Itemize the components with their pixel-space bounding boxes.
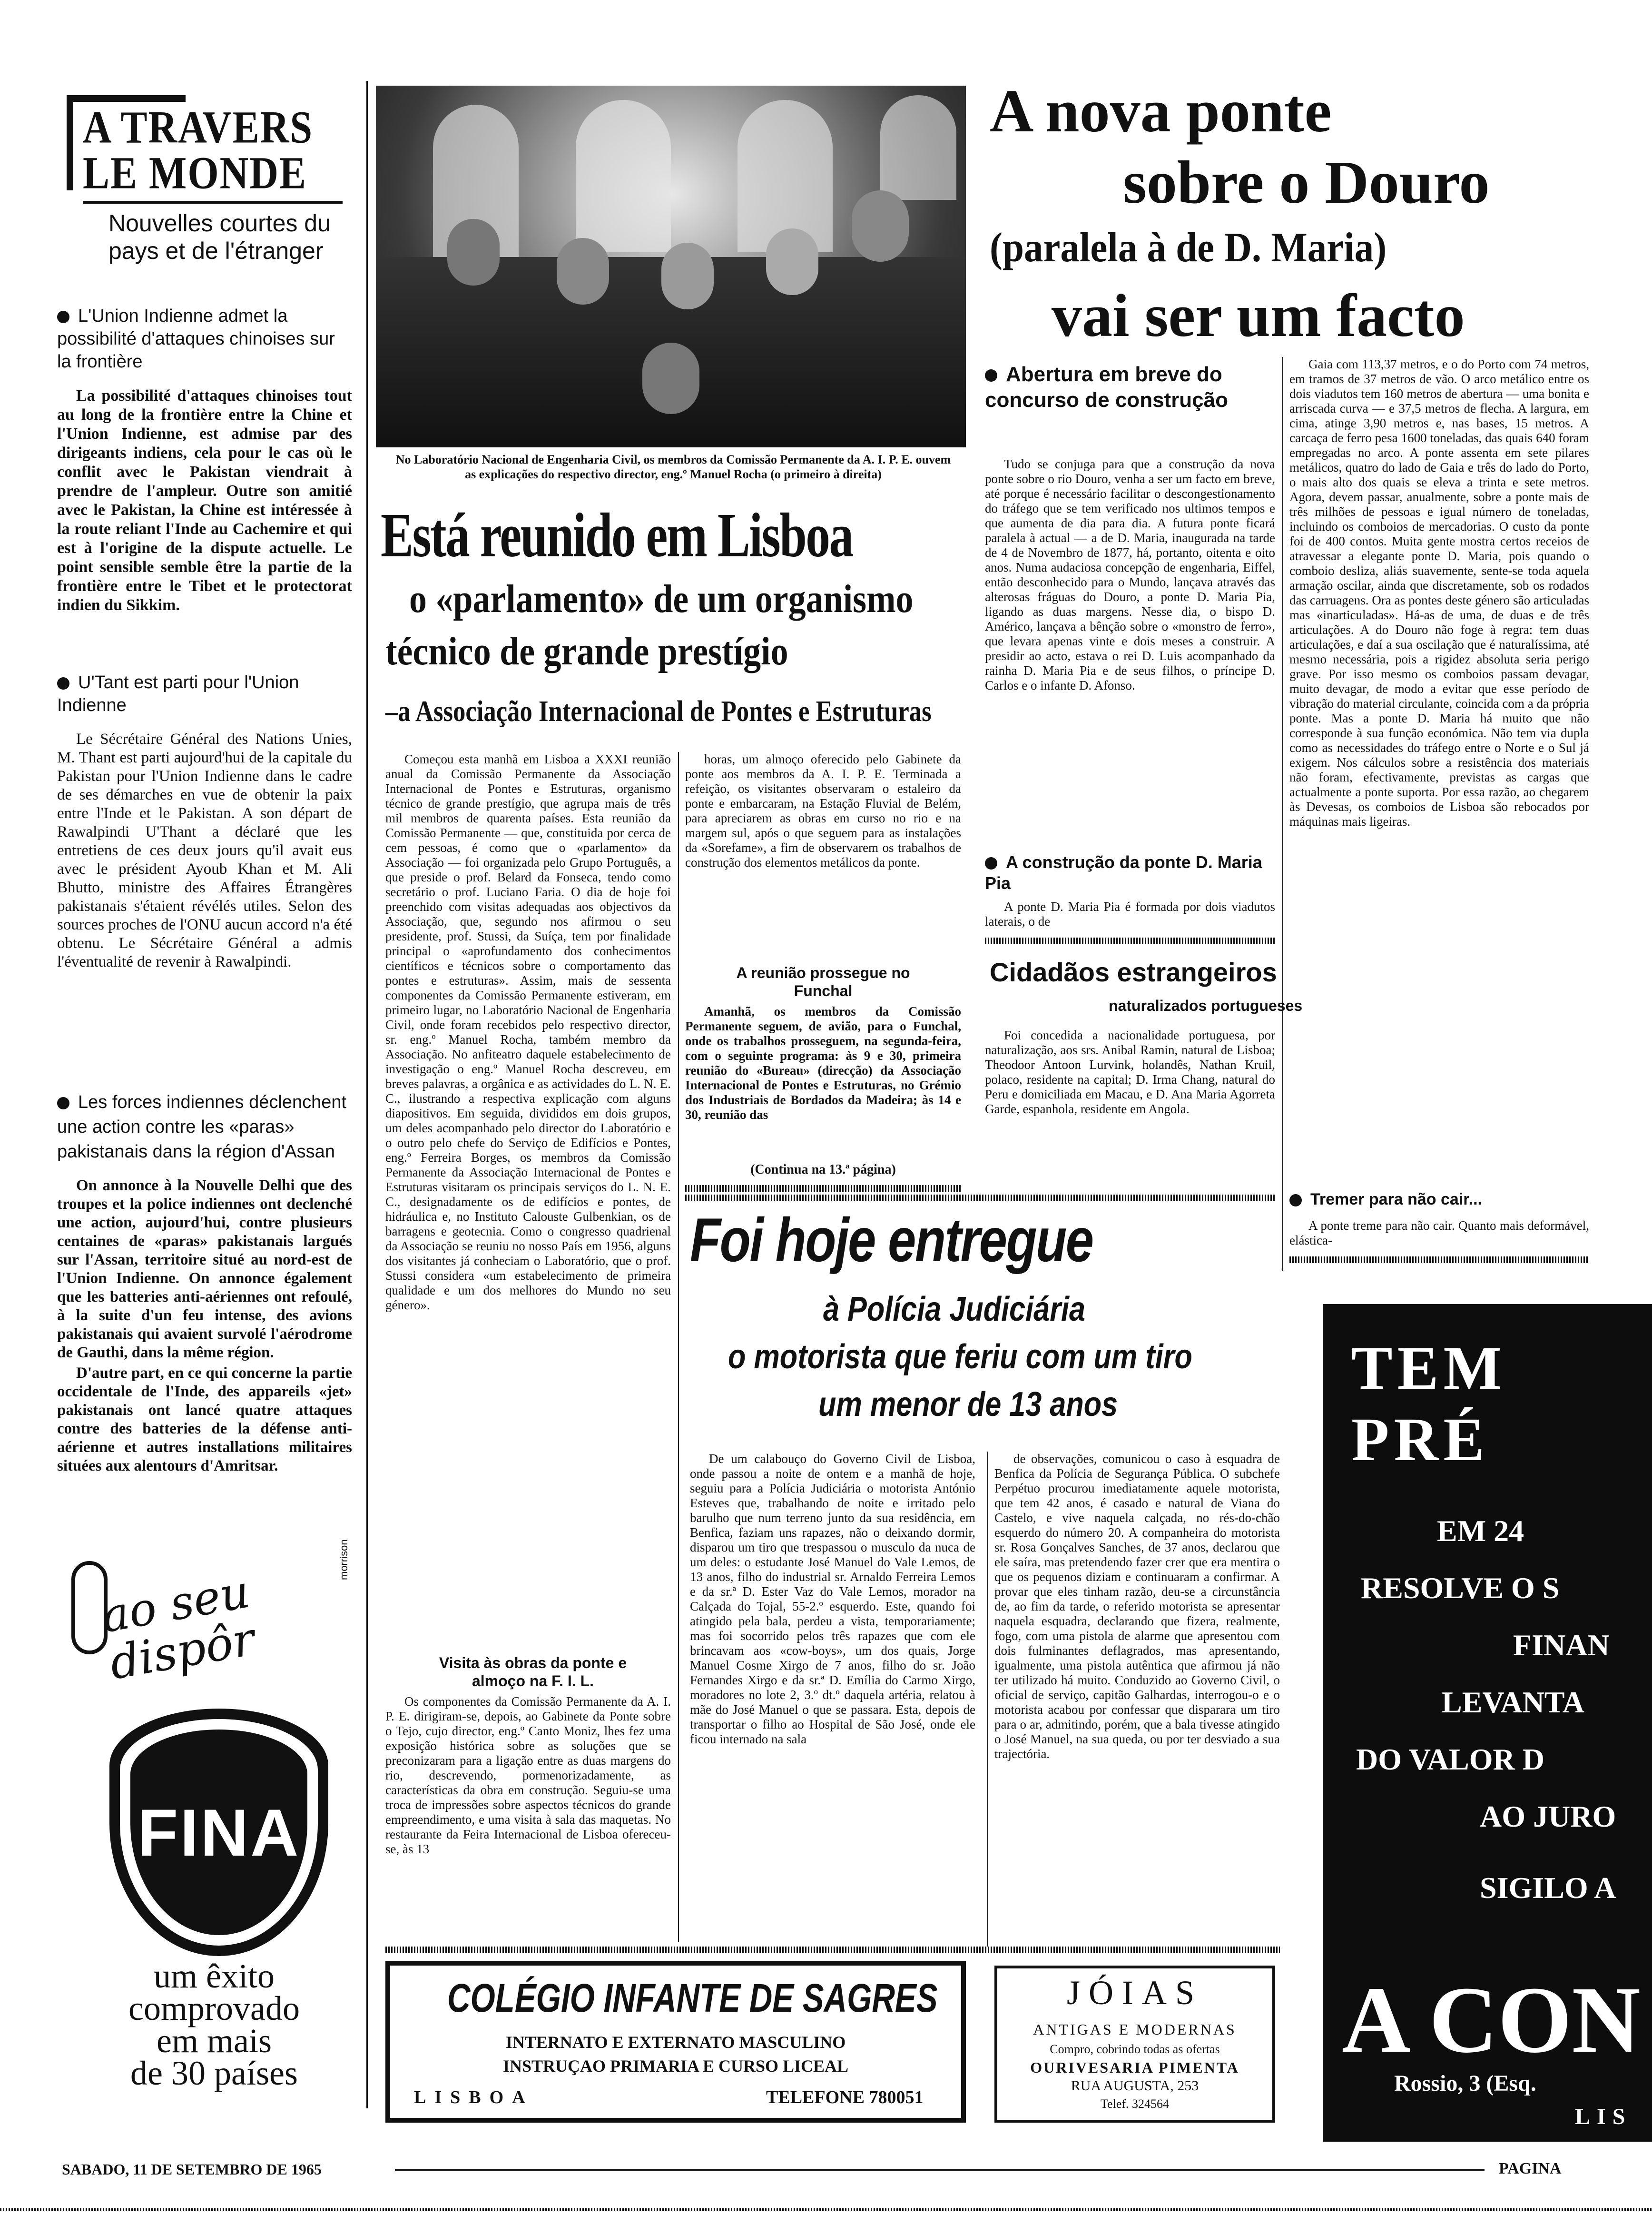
left-item-3-body-2: D'autre part, en ce qui concerne la partie occidentale de l'Inde, des appareils «jet» pakistanais ont lancé quatre attaques contre des batteries de la défense anti-aérienne et autres installations militaires situées aux alentours d'Amritsar. [57,1364,352,1474]
joias-line-5: Telef. 324564 [1100,2097,1170,2111]
credit-ad-line-9: SIGILO A [1480,1871,1616,1905]
credit-ad-footer [1323,1970,1652,2142]
fina-artist: morrison [338,1539,350,1580]
fina-tagline-1: um êxito [154,1957,275,1995]
left-item-1 [57,305,352,615]
column-rule-left [366,81,368,2108]
credit-ad-line-7: DO VALOR D [1356,1742,1544,1776]
cidadaos-headline: Cidadãos estrangeiros [990,957,1277,987]
news-photo [376,86,966,447]
credit-ad-line-3: EM 24 [1437,1514,1524,1548]
lisboa-col-1: Começou esta manhã em Lisboa a XXXI reunião anual da Comissão Permanente da Associação Internacional de Pontes e Estruturas, organismo técnico de grande prestígio, que agrupa mais de três mil membros de quarenta países. Esta reunião da Comissão Permanente — que, constituida por cerca de cem pessoas, é como que o «parlamento» da Associação — foi organizada pelo Grupo Português, a que preside o prof. Belard da Fonseca, tendo como secretário o prof. Luciano Faria. O dia de hoje foi preenchido com visitas adequadas aos objectivos da Associação, que, segundo nos afirmou o seu presidente, prof. Stussi, da Suíça, tem por finalidade principal o «aprofundamento dos conhecimentos científicos e técnicos sobre o comportamento das pontes e estruturas». Assim, mais de sessenta componentes da Comissão Permanente estiveram, em primeiro lugar, no Laboratório Nacional de Engenharia Civil, onde foram recebidos pelo respectivo director, sr. eng.º Manuel Rocha, também membro da Associação. No anfiteatro daquele estabelecimento de investigação o eng.º Manuel Rocha descreveu, em breves palavras, a orgânica e as actividades do L. N. E. C., ilustrando a respectiva explicação com alguns diapositivos. Em seguida, divididos em dois grupos, um deles acompanhado pelo director do Laboratório e o outro pelo chefe do Serviço de Edifícios e Pontes, eng.º Ferreira Borges, os membros da Comissão Permanente da Associação Internacional de Pontes e Estruturas visitaram os principais serviços do L. N. E. C., designadamente os de edifícios e pontes, de hidráulica e, no Instituto Calouste Gulbenkian, os de barragens e geotecnia. Como o congresso quadrienal da Associação se reuniu no nosso País em 1956, alguns dos visitantes já conheciam o Laboratório, que o prof. Stussi considera «um estabelecimento de primeira qualidade e um dos melhores do Mundo no seu género». [385,752,671,1312]
credit-ad-line-6: LEVANTA [1442,1685,1584,1719]
section-title-line-2: LE MONDE [83,148,307,199]
left-item-3 [57,1090,352,1475]
footer-date: SABADO, 11 DE SETEMBRO DE 1965 [62,2161,322,2178]
joias-ad [994,1966,1275,2123]
joias-line-3: OURIVESARIA PIMENTA [1030,2059,1239,2076]
credit-ad-line-5: FINAN [1513,1628,1610,1662]
cidadaos-body: Foi concedida a nacionalidade portuguesa, por naturalização, aos srs. Anibal Ramin, natural de Lisboa; Theodoor Antoon Lurvink, holandês, Nathan Kruil, polaco, residente na capital; D. Irma Chang, natural do Peru e domiciliada em Macau, e D. Ana Maria Agorreta Garde, espanhola, residente em Angola. [985,1028,1275,1116]
ponte-title-2: sobre o Douro [1123,148,1490,216]
lisboa-col-1b: Os componentes da Comissão Permanente da A. I. P. E. dirigiram-se, depois, ao Gabinete da Ponte sobre o Tejo, cujo director, eng.º Canto Moniz, lhes fez uma exposição histórica sobre as soluções que se preconizaram para a ligação entre as duas margens do rio, descrevendo, pormenorizadamente, as características da obra em construção. Seguiu-se uma troca de impressões sobre aspectos técnicos do grande empreendimento, e uma visita à sala das maquetas. No restaurante da Feira Internacional de Lisboa ofereceu-se, às 13 [385,1694,671,1856]
rule-bottom-lisboa [385,1947,1280,1953]
joias-line-2: Compro, cobrindo todas as ofertas [1050,2042,1220,2056]
fina-logo [109,1709,328,1956]
fina-script: ao seu dispôr [97,1564,259,1690]
colegio-ad [385,1961,966,2123]
lisboa-sub-visit: Visita às obras da ponte e almoço na F. I. L. [439,1654,627,1690]
lisboa-deck-1: o «parlamento» de um organismo [409,577,914,621]
left-item-2-heading: U'Tant est parti pour l'Union Indienne [57,671,352,717]
credit-ad-line-2: PRÉ [1351,1405,1489,1474]
left-item-2-body: Le Sécrétaire Général des Nations Unies, M. Thant est parti aujourd'hui de la capitale du Pakistan pour l'Union Indienne dans le cadre de ses démarches en vue de obtenir la paix entre l'Inde et le Pakistan. A son départ de Rawalpindi U'Thant a déclaré que les entretiens de ces deux jours qu'il avait eus avec le président Ayoub Khan et M. Ali Bhutto, ministre des Affaires Étrangères pakistanais s'étaient révélés utiles. Selon des sources proches de l'ONU aucun accord n'a été obtenu. Le Sécrétaire Général a admis l'éventualité de revenir à Rawalpindi. [57,731,352,970]
left-item-2 [57,671,352,971]
ponte-col-2: Gaia com 113,37 metros, e o do Porto com 74 metros, em tramos de 37 metros de vão. O arco metálico entre os dois viadutos tem 160 metros de abertura — uma bonita e arriscada curva — e 37,5 metros de flecha. A largura, em cima, atinge 3,90 metros e, nas bases, 15 metros. A carcaça de ferro pesa 1600 toneladas, das quais 640 foram empregadas no arco. A ponte assenta em sete pilares metálicos, quatro do lado de Gaia e três do lado do Porto, o mais alto dos quais se eleva a trinta e sete metros. Agora, devem passar, anualmente, sobre a ponte mais de três milhões de pessoas e igual número de toneladas, incluindo os comboios de mercadorias. O custo da ponte foi de 400 contos. Muita gente mostra certos receios de atravessar a elegante ponte D. Maria, pois quando o comboio desliza, aliás suavemente, sente-se toda aquela armação oscilar, ainda que discretamente, sob os rodados das carruagens. Ora as pontes deste género são articuladas mas «inarticuladas». Há-as de uma, de duas e de três articulações. A do Douro não foge à regra: tem duas articulações, e daí a sua oscilação que é naturalíssima, até mesmo necessária, pois a rigidez absoluta seria perigo grave. Por isso mesmo os comboios passam devagar, muito devagar, de modo a evitar que esse período de vibração do material circulante, coincida com a da própria ponte. Mas a ponte D. Maria há muito que não corresponde à sua função económica. Não tem via dupla como as necessidades do tráfego entre o Norte e o Sul já exigem. Nos cálculos sobre a resistência dos materiais não foram, efectivamente, previstas as cargas que actualmente a ponte suporta. Por essa razão, ao chegarem às Devesas, os comboios de Lisboa são rebocados por máquinas mais ligeiras. [1289,357,1589,829]
column-rule-policia [987,1452,988,1947]
lisboa-col-2: horas, um almoço oferecido pelo Gabinete da ponte aos membros da A. I. P. E. Terminada a refeição, os visitantes observaram o estaleiro da ponte e embarcaram, na Estação Fluvial de Belém, para apreciarem as obras em curso no rio e na margem sul, após o que seguem para as instalações da «Sorefame», a fim de observarem os trabalhos de construção dos elementos metálicos da ponte. [685,752,961,870]
rule-ponte-2 [1289,1256,1589,1263]
footer-rule [395,2169,1485,2171]
joias-title: JÓIAS [1066,1974,1203,2012]
credit-ad-big: A CON [1342,1970,1641,2073]
credit-ad-line-1: TEM [1351,1334,1507,1403]
left-item-3-body: On annonce à la Nouvelle Delhi que des troupes et la police indiennes ont declenché une action, aujourd'hui, contre plusieurs centaines de «paras» pakistanais largués sur l'Assan, territoire situé au nord-est de l'Union Indienne. On annonce également que les batteries anti-aériennes ont refoulé, à la suite d'un feu intense, des avions pakistanais qui avaient survolé l'aérodrome de Gauthi, dans la même région. [57,1177,352,1361]
lisboa-col-2b: Amanhã, os membros da Comissão Permanente seguem, de avião, para o Funchal, onde os trabalhos prosseguem, na segunda-feira, com o seguinte programa: às 9 e 30, primeira reunião do «Bureau» (direcção) da Associação Internacional de Pontes e Estruturas, no Grémio dos Industriais de Bordados da Madeira; às 14 e 30, reunião das [685,1004,961,1122]
lisboa-deck-3: –a Associação Internacional de Pontes e Estruturas [385,695,932,728]
section-title-box [67,95,347,286]
ponte-sub-1: Abertura em breve do concurso de construção [985,362,1270,413]
ponte-title-4: vai ser um facto [1052,282,1465,349]
policia-col-2: de observações, comunicou o caso à esquadra de Benfica da Polícia de Segurança Pública. O subchefe Perpétuo procurou imediatamente aquele motorista, que tem 42 anos, é casado e natural de Viana do Castelo, e vive naquela calçada, no rés-do-chão esquerdo do número 20. A companheira do motorista sr. Rosa Gonçalves Sanches, de 37 anos, declarou que ele saíra, mas pretendendo fazer crer que era mentira o que os pequenos diziam e continuaram a confirmar. A provar que eles tinham razão, deu-se a circunstância de, ao fim da tarde, o referido motorista se apresentar naquela esquadra, declarando que fizera, realmente, fogo, com uma pistola de alarme que apresentou com dois fulminantes deflagrados, mas apresentando, igualmente, uma pistola autêntica que afirmou já não ter utilizado há muito. Conduzido ao Governo Civil, o oficial de serviço, capitão Galhardas, interrogou-o e o motorista acabou por confessar que disparara um tiro para o ar, admitindo, porém, que a bala tivesse atingido o José Manuel, na sua queda, ou por ter desviado a sua trajectória. [994,1452,1280,1761]
policia-col-1: De um calabouço do Governo Civil de Lisboa, onde passou a noite de ontem e a manhã de hoje, seguiu para a Polícia Judiciária o motorista António Esteves que, trabalhando de noite e irritado pelo barulho que num terreno junto da sua residência, em Benfica, faziam uns rapazes, não o deixando dormir, disparou um tiro que trespassou o musculo da nuca de um deles: o estudante José Manuel do Vale Lemos, de 13 anos, filho do industrial sr. Arnaldo Ferreira Lemos e da sr.ª D. Ester Vaz do Vale Lemos, morador na Calçada do Tojal, 55-2.º esquerdo. Este, quando foi atingido pela bala, perdeu a vista, temporariamente; mas foi socorrido pelos três rapazes que com ele brincavam aos «cow-boys», um dos quais, Jorge Manuel Cosme Xirgo de 7 anos, filho do sr. João Fernandes Xirgo e da sr.ª D. Emília do Carmo Xirgo, moradores no lote 2, 3.º dt.º daquela artéria, relatou à mãe do José Manuel o que se passara. Esta, depois de transportar o filho ao Hospital de São José, onde ele ficou internado na sala [690,1452,975,1746]
column-rule-lisboa [678,752,679,1942]
credit-ad-city: LIS [1575,2104,1632,2129]
ponte-title-1: A nova ponte [990,77,1332,145]
section-title-line-1: A TRAVERS [83,102,314,153]
colegio-line-1: INTERNATO E EXTERNATO MASCULINO [505,2033,846,2052]
photo-caption: No Laboratório Nacional de Engenharia Civil, os membros da Comissão Permanente da A. I. P. E. ouvem as explicações do respectivo director, eng.º Manuel Rocha (o primeiro à direita) [395,453,951,481]
joias-line-1: ANTIGAS E MODERNAS [1033,2021,1237,2038]
fina-tagline-2: comprovado [128,1989,300,2027]
ponte-col-2b: A ponte treme para não cair. Quanto mais deformável, elástica- [1289,1218,1589,1247]
left-item-3-heading: Les forces indiennes déclenchent une action contre les «paras» pakistanais dans la région d'Assan [57,1090,352,1164]
colegio-city: LISBOA [414,2087,534,2107]
fina-logo-text: FINA [137,1795,301,1870]
fina-tagline-3: em mais [157,2022,272,2060]
footer-page: PAGINA [1499,2160,1562,2177]
lisboa-continua: (Continua na 13.ª página) [750,1162,896,1177]
policia-deck-3: um menor de 13 anos [818,1385,1118,1423]
colegio-phone: TELEFONE 780051 [766,2087,924,2107]
fina-tagline-4: de 30 países [130,2054,298,2092]
fina-ad [62,1539,366,2092]
rule-ponte-1 [985,938,1275,944]
colegio-title: COLÉGIO INFANTE DE SAGRES [447,1976,938,2020]
credit-ad-line-4: RESOLVE O S [1361,1571,1560,1605]
column-rule-ponte [1282,357,1283,1271]
credit-ad-address: Rossio, 3 (Esq. [1394,2071,1536,2096]
lisboa-headline: Está reunido em Lisboa [381,501,853,571]
policia-deck-2: o motorista que feriu com um tiro [728,1338,1192,1376]
colegio-line-2: INSTRUÇAO PRIMARIA E CURSO LICEAL [502,2056,849,2076]
ponte-col-1: Tudo se conjuga para que a construção da nova ponte sobre o rio Douro, venha a ser um facto em breve, até porque é necessário facilitar o descongestionamento do tráfego que se tem verificado nos ultimos tempos e que aumenta de dia para dia. A futura ponte ficará paralela à actual — a de D. Maria, inaugurada na tarde de 4 de Novembro de 1877, há, portanto, oitenta e oito anos. Numa audaciosa concepção de engenharia, Eiffel, então desconhecido para o Mundo, lançava através das alterosas fráguas do Douro, a ponte D. Maria Pia, ligando as duas margens. Nesse dia, o bispo D. Américo, lançava a bênção sobre o «monstro de ferro», que levara apenas vinte e dois meses a construir. A presidir ao acto, estava o rei D. Luis acompanhado da rainha D. Maria Pia e de seus filhos, o príncipe D. Carlos e o infante D. Afonso. [985,457,1275,692]
cidadaos-subhead: naturalizados portugueses [1109,997,1303,1014]
section-subtitle: Nouvelles courtes du pays et de l'étranger [108,210,331,264]
rule-lisboa-end [685,1185,961,1192]
joias-line-4: RUA AUGUSTA, 253 [1071,2078,1199,2094]
lisboa-deck-2: técnico de grande prestígio [385,629,788,673]
ponte-sub-3: Tremer para não cair... [1289,1190,1589,1209]
credit-ad [1323,1304,1652,2066]
lisboa-sub-funchal: A reunião prossegue no Funchal [736,964,910,999]
policia-headline: Foi hoje entregue [690,1205,1093,1275]
rule-policia-top [685,1195,1275,1201]
left-item-1-heading: L'Union Indienne admet la possibilité d'attaques chinoises sur la frontière [57,305,352,373]
left-item-1-body: La possibilité d'attaques chinoises tout au long de la frontière entre la Chine et l'Union Indienne, est admise par des dirigeants indiens, cela pour le cas où le conflit avec le Pakistan viendrait à prendre de l'ampleur. Outre son amitié avec le Pakistan, la Chine est intéressée à la route reliant l'Inde au Cachemire et qui est à l'origine de la dispute actuelle. Le point sensible semble être la partie de la frontière entre le Tibet et le protectorat indien du Sikkim. [57,387,352,614]
ponte-sub-2: A construção da ponte D. Maria Pia [985,852,1275,894]
ponte-title-3: (paralela à de D. Maria) [990,225,1387,271]
ponte-col-1b: A ponte D. Maria Pia é formada por dois viadutos laterais, o de [985,900,1275,929]
policia-deck-1: à Polícia Judiciária [823,1290,1086,1328]
credit-ad-line-8: AO JURO [1480,1799,1616,1833]
footer-dotted-edge [0,2208,1652,2211]
